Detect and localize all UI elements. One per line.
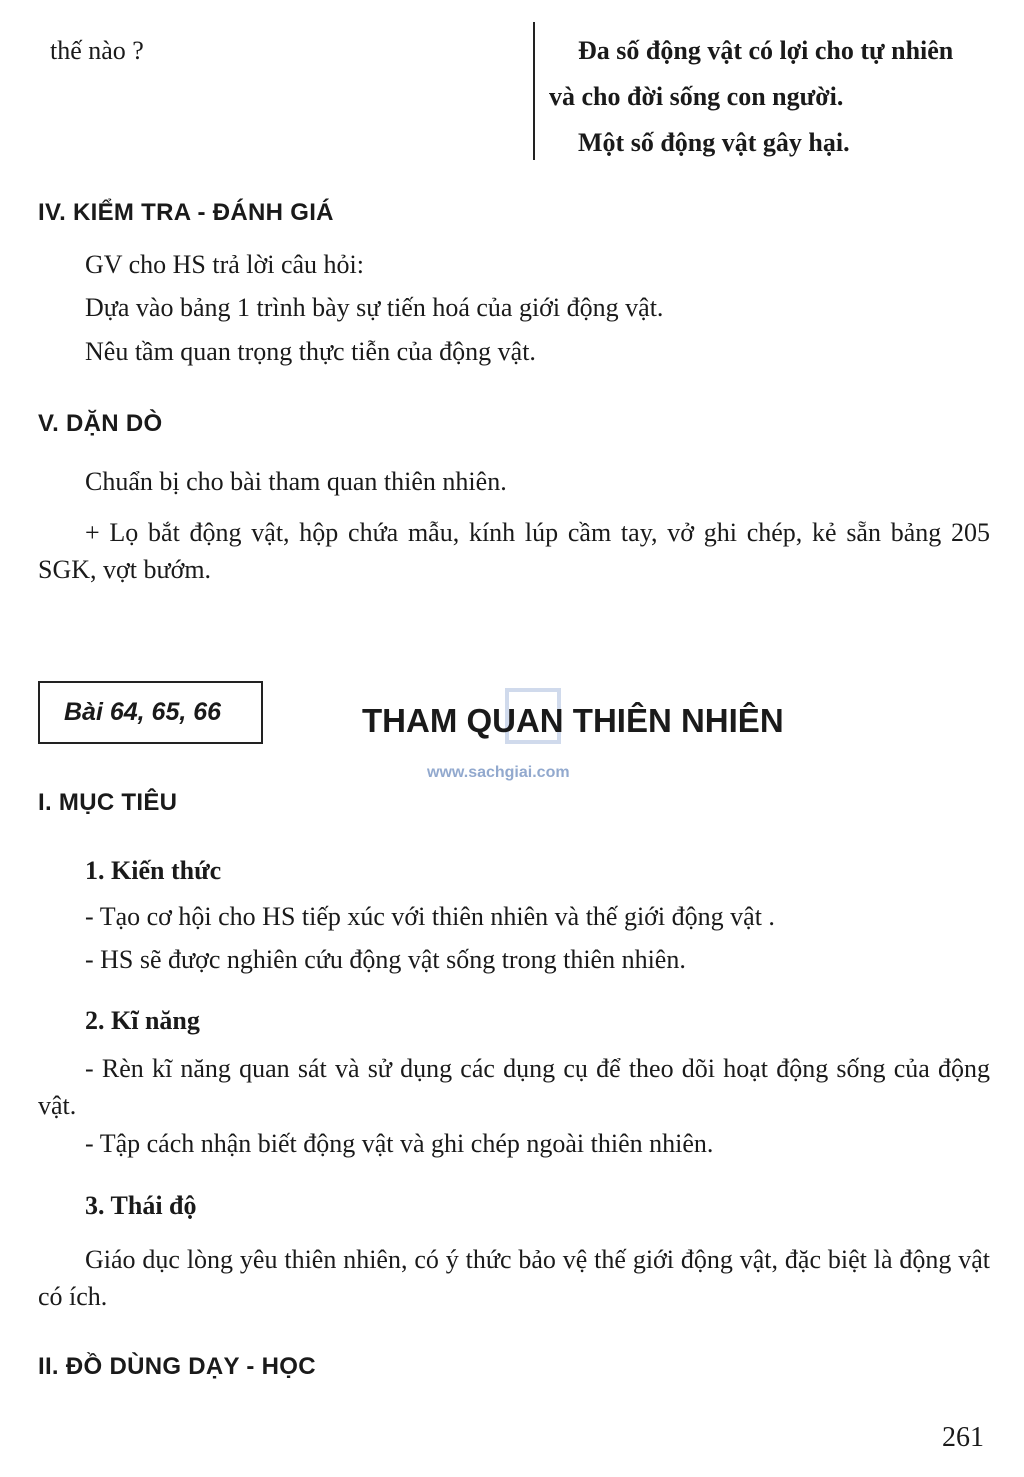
lesson-title: THAM QUAN THIÊN NHIÊN — [362, 702, 784, 739]
right-column-line-1: Đa số động vật có lợi cho tự nhiên — [578, 36, 954, 65]
attitude-paragraph: Giáo dục lòng yêu thiên nhiên, có ý thức bảo vệ thế giới động vật, đặc biệt là động vật có ích. — [38, 1245, 990, 1311]
section-heading-v: V. DẶN DÒ — [38, 410, 163, 437]
right-column-line-2: và cho đời sống con người. — [549, 82, 844, 111]
section-iv-line-1: GV cho HS trả lời câu hỏi: — [85, 250, 365, 279]
skills-line: - Tập cách nhận biết động vật và ghi chép ngoài thiên nhiên. — [85, 1129, 714, 1158]
section-iv-line-2: Dựa vào bảng 1 trình bày sự tiến hoá của giới động vật. — [85, 293, 664, 322]
subheading-skills: 2. Kĩ năng — [85, 1006, 200, 1035]
knowledge-line-2: - HS sẽ được nghiên cứu động vật sống trong thiên nhiên. — [85, 945, 686, 974]
section-heading-i: I. MỤC TIÊU — [38, 789, 178, 816]
section-heading-ii: II. ĐỒ DÙNG DẠY - HỌC — [38, 1353, 316, 1380]
lesson-label-box — [38, 681, 263, 744]
section-heading-iv: IV. KIỂM TRA - ĐÁNH GIÁ — [38, 199, 334, 226]
left-column-fragment: thế nào ? — [50, 36, 144, 65]
skills-paragraph: - Rèn kĩ năng quan sát và sử dụng các dụng cụ để theo dõi hoạt động sống của động vật. — [38, 1054, 990, 1120]
watermark-url: www.sachgiai.com — [427, 764, 570, 781]
section-iv-line-3: Nêu tầm quan trọng thực tiễn của động vật. — [85, 337, 536, 366]
column-divider — [533, 22, 535, 160]
knowledge-line-1: - Tạo cơ hội cho HS tiếp xúc với thiên nhiên và thế giới động vật . — [85, 902, 775, 931]
lesson-label: Bài 64, 65, 66 — [64, 698, 222, 726]
subheading-attitude: 3. Thái độ — [85, 1191, 197, 1220]
section-v-paragraph: + Lọ bắt động vật, hộp chứa mẫu, kính lúp cầm tay, vở ghi chép, kẻ sẵn bảng 205 SGK, vợt bướm. — [38, 518, 990, 584]
page-number: 261 — [942, 1422, 984, 1453]
right-column-line-3: Một số động vật gây hại. — [578, 128, 850, 157]
subheading-knowledge: 1. Kiến thức — [85, 856, 222, 885]
section-v-line-1: Chuẩn bị cho bài tham quan thiên nhiên. — [85, 467, 507, 496]
